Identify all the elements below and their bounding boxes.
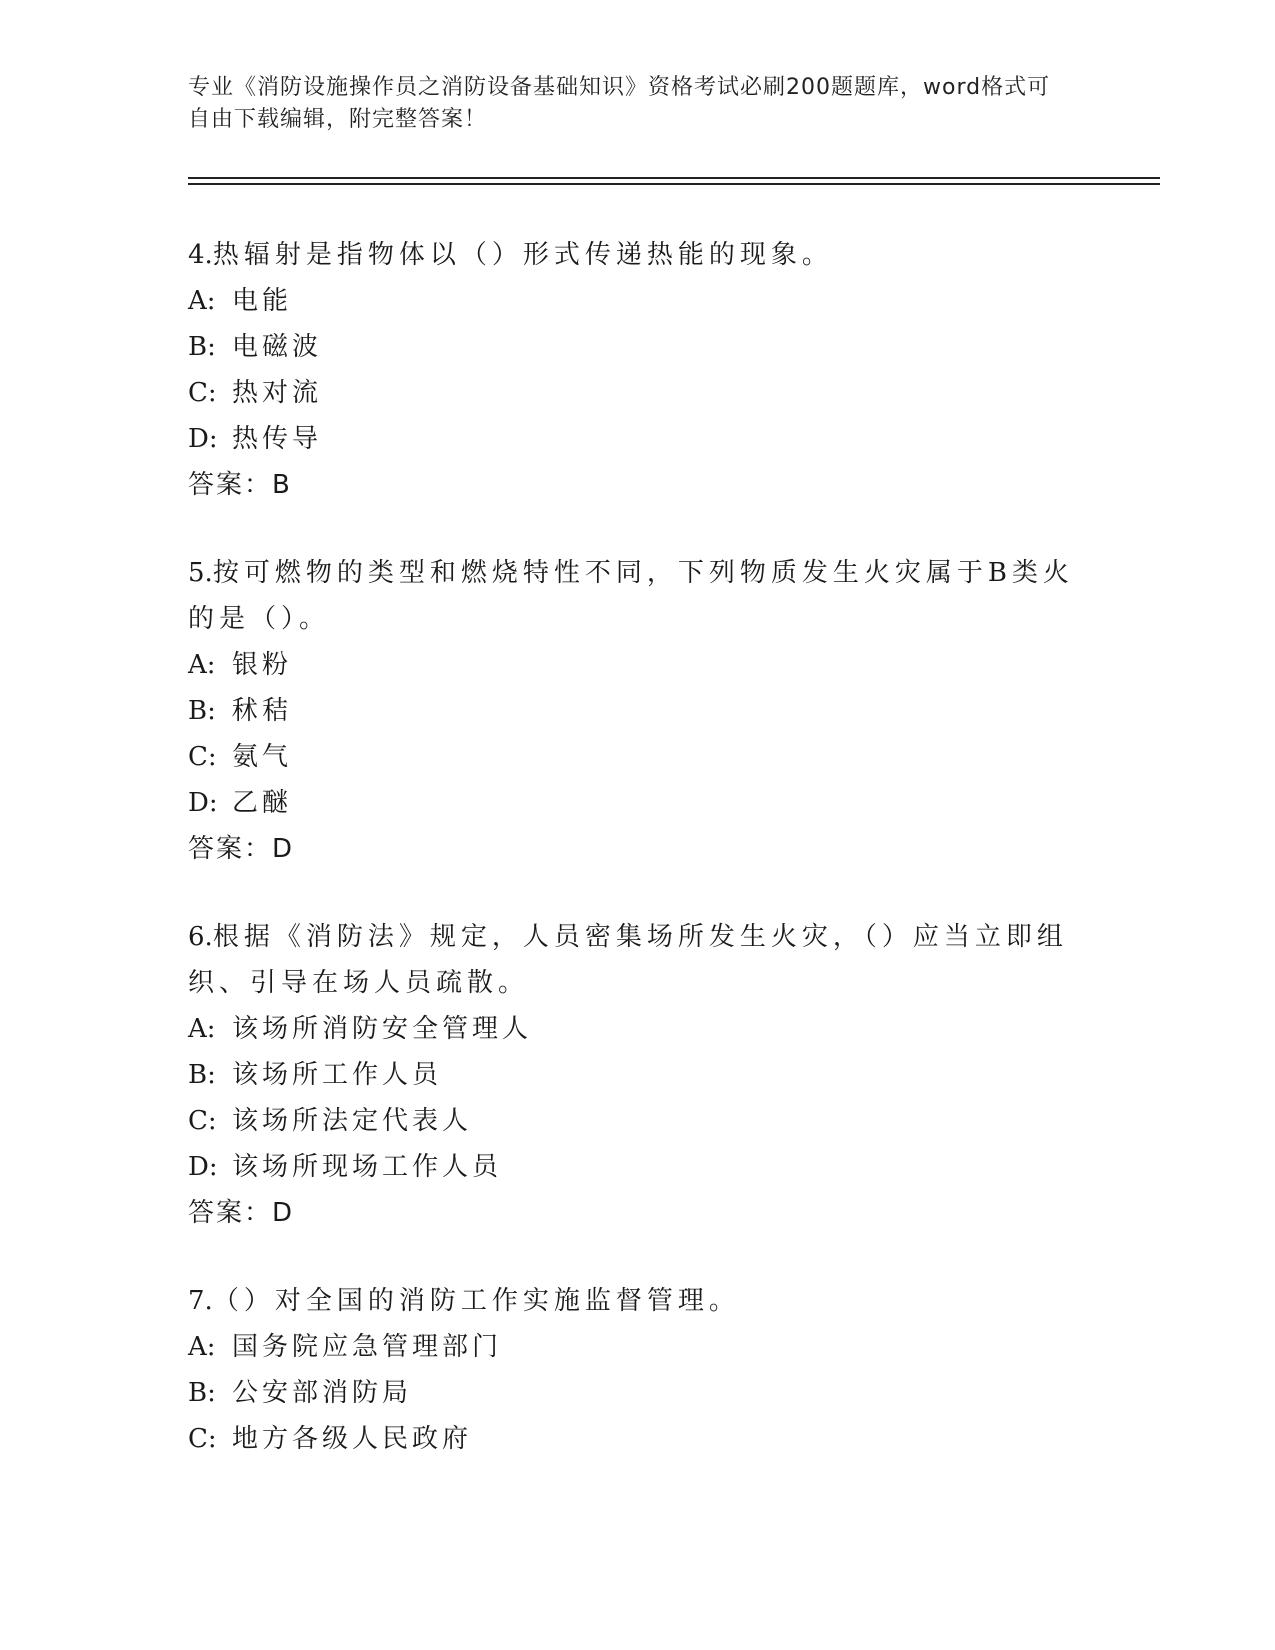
option-letter: A:: [188, 286, 216, 316]
option-text: 该场所法定代表人: [232, 1106, 473, 1136]
option-letter: C:: [188, 1424, 217, 1454]
option-letter: A:: [188, 1332, 216, 1362]
question-item: [188, 914, 1088, 1236]
option-text: 秫秸: [232, 696, 293, 726]
option-text: 该场所工作人员: [232, 1060, 443, 1090]
question-text: 热辐射是指物体以（）形式传递热能的现象。: [212, 240, 833, 270]
question-text: （）对全国的消防工作实施监督管理。: [212, 1286, 740, 1316]
header-divider-top: [188, 177, 1160, 179]
option-text: 乙醚: [232, 788, 293, 818]
question-number: 6.: [188, 922, 213, 952]
answer-line: 答案：B: [188, 470, 292, 500]
option-letter: D:: [188, 424, 218, 454]
option-b: [188, 688, 1088, 734]
question-item: [188, 232, 1088, 508]
option-c: [188, 1098, 1088, 1144]
option-text: 银粉: [232, 650, 293, 680]
option-b: [188, 324, 1088, 370]
question-number: 5.: [188, 558, 213, 588]
option-text: 该场所消防安全管理人: [232, 1014, 533, 1044]
option-letter: A:: [188, 1014, 216, 1044]
question-item: [188, 550, 1088, 872]
option-d: [188, 416, 1088, 462]
option-letter: C:: [188, 742, 217, 772]
option-text: 电能: [232, 286, 293, 316]
header-divider-bottom: [188, 183, 1160, 185]
option-d: [188, 1144, 1088, 1190]
option-a: [188, 642, 1088, 688]
option-letter: B:: [188, 696, 216, 726]
option-a: [188, 1324, 1088, 1370]
question-text: 根据《消防法》规定，人员密集场所发生火灾，（）应当立即组织、引导在场人员疏散。: [188, 922, 1068, 998]
option-letter: B:: [188, 1060, 216, 1090]
option-text: 国务院应急管理部门: [232, 1332, 503, 1362]
answer-line: 答案：D: [188, 834, 295, 864]
question-stem: [188, 1278, 1088, 1324]
option-c: [188, 370, 1088, 416]
option-a: [188, 1006, 1088, 1052]
question-item: [188, 1278, 1088, 1462]
question-stem: [188, 914, 1088, 1006]
option-b: [188, 1370, 1088, 1416]
option-letter: C:: [188, 378, 217, 408]
option-text: 公安部消防局: [232, 1378, 413, 1408]
option-b: [188, 1052, 1088, 1098]
option-letter: D:: [188, 1152, 218, 1182]
header-intro-text: 专业《消防设施操作员之消防设备基础知识》资格考试必刷200题题库，word格式可自由下载编辑，附完整答案！: [188, 75, 1051, 132]
option-letter: C:: [188, 1106, 217, 1136]
option-text: 热对流: [232, 378, 323, 408]
option-letter: B:: [188, 332, 216, 362]
option-text: 地方各级人民政府: [232, 1424, 473, 1454]
option-c: [188, 734, 1088, 780]
answer-line: 答案：D: [188, 1198, 295, 1228]
option-text: 氨气: [232, 742, 293, 772]
option-letter: B:: [188, 1378, 216, 1408]
option-c: [188, 1416, 1088, 1462]
option-d: [188, 780, 1088, 826]
option-text: 该场所现场工作人员: [232, 1152, 503, 1182]
option-letter: A:: [188, 650, 216, 680]
question-stem: [188, 550, 1088, 642]
question-list: [188, 232, 1088, 1504]
option-letter: D:: [188, 788, 218, 818]
question-stem: [188, 232, 1088, 278]
question-number: 4.: [188, 240, 213, 270]
question-text: 按可燃物的类型和燃烧特性不同，下列物质发生火灾属于B类火的是（）。: [188, 558, 1074, 634]
question-number: 7.: [188, 1286, 213, 1316]
document-header: [188, 72, 1068, 136]
option-text: 热传导: [232, 424, 323, 454]
option-text: 电磁波: [232, 332, 323, 362]
option-a: [188, 278, 1088, 324]
